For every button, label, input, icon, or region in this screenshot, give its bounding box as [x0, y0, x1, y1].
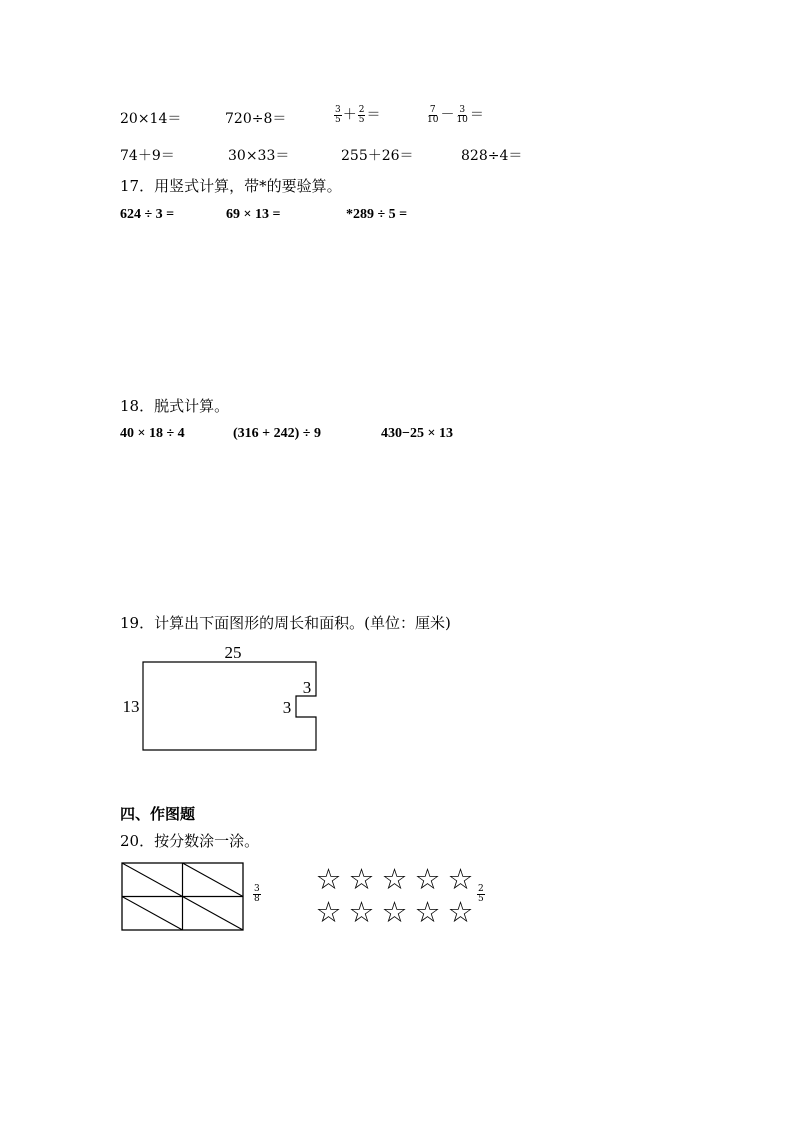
question-17-title: 17．用竖式计算，带*的要验算。 [120, 177, 342, 195]
denominator: 5 [335, 114, 341, 125]
fraction [426, 106, 439, 125]
star-icon[interactable]: ☆ [348, 862, 375, 896]
fraction [358, 106, 366, 125]
oral-item-720div8: 720÷8＝ [225, 111, 287, 127]
rectangle-grid-figure [120, 861, 246, 932]
fraction [477, 885, 485, 904]
oral-item-fraction-add [333, 104, 380, 125]
oral-item-fraction-subtract [425, 104, 484, 125]
star-icon[interactable]: ☆ [381, 895, 408, 929]
step-calc-item: 430−25 × 13 [381, 426, 453, 441]
numerator: 3 [459, 104, 466, 115]
star-icon[interactable]: ☆ [447, 895, 474, 929]
section-4-heading: 四、作图题 [120, 805, 196, 823]
cell-diagonal [183, 897, 244, 931]
fraction [253, 885, 261, 904]
star-row [312, 896, 477, 929]
star-icon[interactable]: ☆ [315, 862, 342, 896]
numerator: 3 [254, 884, 260, 894]
question-18-title: 18．脱式计算。 [120, 397, 230, 415]
rect-fraction-label [252, 885, 262, 904]
oral-item: 828÷4＝ [461, 148, 523, 164]
star-row [312, 863, 477, 896]
oral-item: 255＋26＝ [341, 148, 414, 164]
notch-depth-label: 3 [282, 698, 292, 717]
numerator: 3 [335, 104, 341, 115]
equals-sign: ＝ [469, 107, 484, 123]
star-icon[interactable]: ☆ [447, 862, 474, 896]
cell-diagonal [122, 863, 183, 897]
star-icon[interactable]: ☆ [414, 862, 441, 896]
denominator: 5 [478, 894, 484, 904]
star-icon[interactable]: ☆ [315, 895, 342, 929]
question-19-title: 19．计算出下面图形的周长和面积。(单位：厘米) [120, 614, 451, 632]
question-20-title: 20．按分数涂一涂。 [120, 832, 260, 850]
notched-rectangle-figure [110, 640, 340, 760]
notch-height-label: 3 [302, 678, 312, 697]
vertical-calc-item-with-check: *289 ÷ 5 = [346, 207, 408, 222]
denominator: 10 [456, 114, 468, 125]
vertical-calc-item: 624 ÷ 3 = [120, 207, 175, 222]
cell-diagonal [122, 897, 183, 931]
star-icon[interactable]: ☆ [414, 895, 441, 929]
left-height-label: 13 [122, 697, 140, 716]
vertical-calc-item: 69 × 13 = [226, 207, 281, 222]
equals-sign: ＝ [366, 107, 381, 123]
fraction [334, 106, 342, 125]
operator: ＋ [342, 107, 357, 123]
star-icon[interactable]: ☆ [348, 895, 375, 929]
numerator: 7 [429, 104, 436, 115]
fraction [455, 106, 468, 125]
denominator: 5 [358, 114, 365, 125]
oral-item: 74＋9＝ [120, 148, 175, 164]
numerator: 2 [478, 884, 484, 894]
cell-diagonal [183, 863, 244, 897]
oral-item: 30×33＝ [228, 148, 290, 164]
numerator: 2 [358, 104, 365, 115]
denominator: 10 [427, 114, 439, 125]
denominator: 8 [254, 894, 260, 904]
operator: － [440, 107, 455, 123]
oral-item-20x14: 20×14＝ [120, 111, 182, 127]
star-grid [312, 863, 477, 929]
step-calc-item: (316 + 242) ÷ 9 [233, 426, 321, 441]
step-calc-item: 40 × 18 ÷ 4 [120, 426, 185, 441]
star-icon[interactable]: ☆ [381, 862, 408, 896]
star-fraction-label [476, 885, 486, 904]
top-length-label: 25 [224, 643, 242, 662]
